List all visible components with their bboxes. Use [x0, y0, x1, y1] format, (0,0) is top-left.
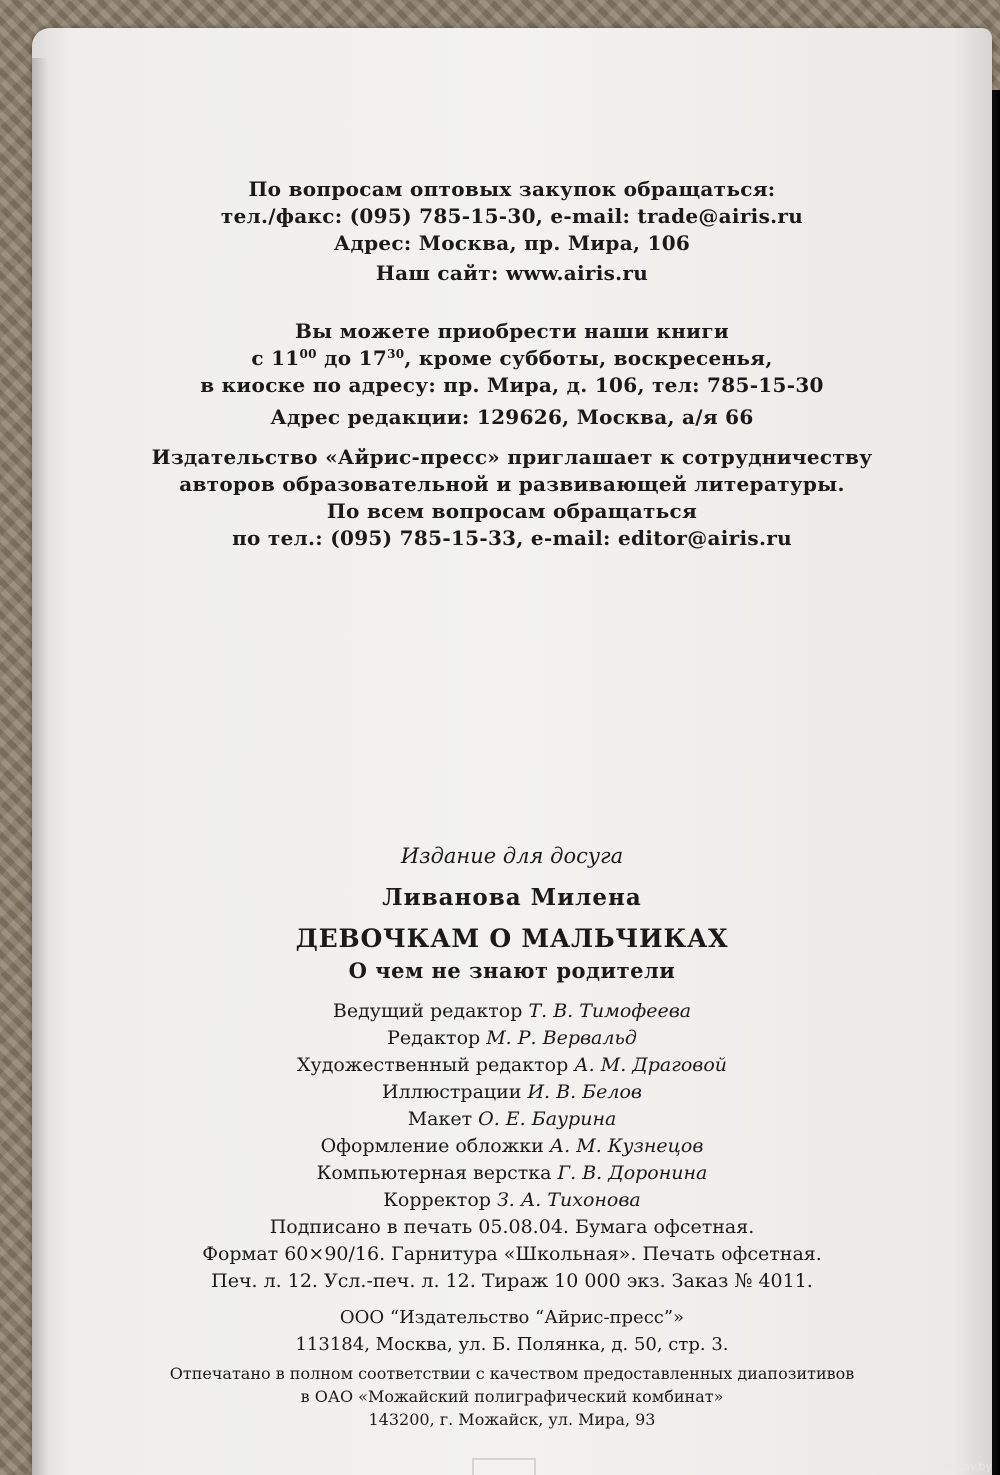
- publisher-block: [32, 1304, 992, 1358]
- kiosk-hours-line: с $11^{00}$ до $17^{30}$, кроме субботы, воскресенья,: [251, 346, 773, 370]
- print-specs: [32, 1214, 992, 1295]
- book-title: ДЕВОЧКАМ О МАЛЬЧИКАХ: [295, 924, 729, 953]
- credits-list: [32, 998, 992, 1214]
- watermark: www.ay.by: [933, 1460, 992, 1473]
- signed-to-print: Подписано в печать 05.08.04. Бумага офсетная.: [269, 1216, 755, 1238]
- printer-address: 143200, г. Можайск, ул. Мира, 93: [368, 1410, 656, 1429]
- publisher-invitation: [32, 444, 992, 552]
- invitation-line-2: авторов образовательной и развивающей литературы.: [179, 472, 845, 496]
- editorial-address: Адрес редакции: 129626, Москва, а/я 66: [270, 405, 754, 429]
- wholesale-address: Адрес: Москва, пр. Мира, 106: [333, 231, 691, 255]
- credit-row: Художественный редактор А. М. Драговой: [297, 1054, 727, 1076]
- printer-line-1: Отпечатано в полном соответствии с качеством предоставленных диапозитивов: [169, 1364, 855, 1383]
- invitation-contact: по тел.: (095) 785-15-33, e-mail: editor@airis.ru: [232, 526, 792, 550]
- format-line: Формат 60×90/16. Гарнитура «Школьная». Печать офсетная.: [202, 1243, 822, 1265]
- kiosk-hours: [32, 318, 992, 399]
- publisher-address: 113184, Москва, ул. Б. Полянка, д. 50, стр. 3.: [295, 1334, 729, 1355]
- printer-line-2: в ОАО «Можайский полиграфический комбинат»: [300, 1387, 724, 1406]
- credit-row: Ведущий редактор Т. В. Тимофеева: [332, 1000, 692, 1022]
- kiosk-intro: Вы можете приобрести наши книги: [294, 319, 730, 343]
- author-name: Ливанова Милена: [382, 884, 642, 911]
- credit-row: Оформление обложки А. М. Кузнецов: [320, 1135, 704, 1157]
- edition-type: Издание для досуга: [400, 844, 624, 868]
- wholesale-heading: По вопросам оптовых закупок обращаться:: [248, 177, 776, 201]
- publisher-name: ООО “Издательство “Айрис-пресс”»: [339, 1307, 685, 1328]
- credit-row: Редактор М. Р. Вервальд: [387, 1027, 637, 1049]
- print-run-line: Печ. л. 12. Усл.-печ. л. 12. Тираж 10 000 экз. Заказ № 4011.: [211, 1270, 813, 1292]
- credit-row: Макет О. Е. Баурина: [407, 1108, 617, 1130]
- website-line: Наш сайт: www.airis.ru: [375, 261, 649, 285]
- book-page: [32, 28, 992, 1475]
- credit-row: Иллюстрации И. В. Белов: [382, 1081, 642, 1103]
- credit-row: Корректор З. А. Тихонова: [383, 1189, 641, 1211]
- page-number-frame: [472, 1458, 536, 1475]
- wholesale-phone-email: тел./факс: (095) 785-15-30, e-mail: trade@airis.ru: [220, 204, 804, 228]
- credit-row: Компьютерная верстка Г. В. Доронина: [316, 1162, 708, 1184]
- kiosk-address: в киоске по адресу: пр. Мира, д. 106, тел: 785-15-30: [200, 373, 824, 397]
- book-subtitle: О чем не знают родители: [348, 958, 676, 983]
- wholesale-contact: [32, 176, 992, 257]
- invitation-line-3: По всем вопросам обращаться: [326, 499, 698, 523]
- printer-block: [32, 1362, 992, 1431]
- invitation-line-1: Издательство «Айрис-пресс» приглашает к сотрудничеству: [151, 445, 873, 469]
